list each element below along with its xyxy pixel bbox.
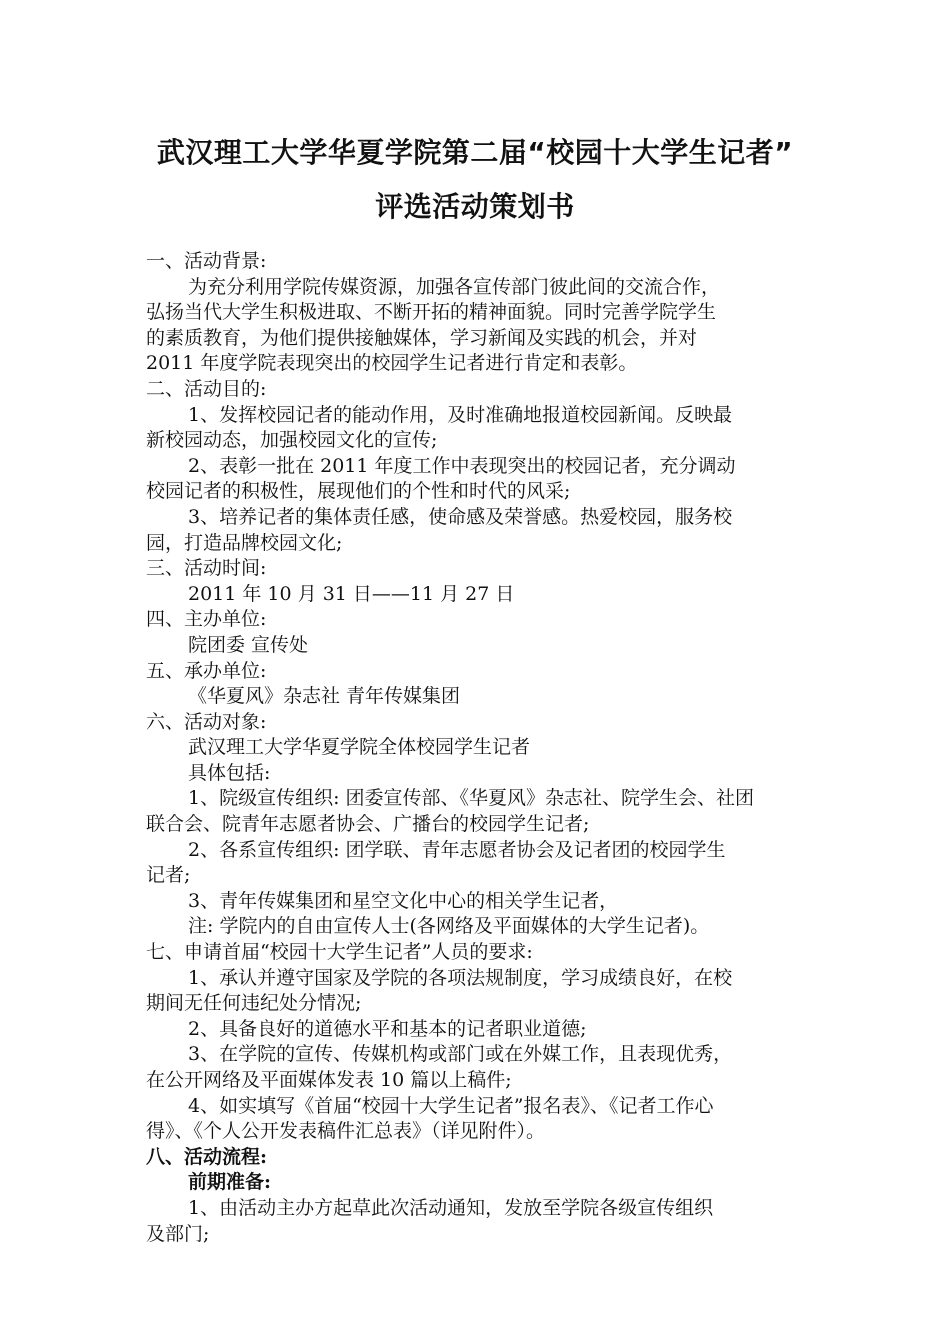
- document-body: [146, 249, 806, 1247]
- body-line: 新校园动态，加强校园文化的宣传;: [146, 429, 438, 452]
- body-line: 联合会、院青年志愿者协会、广播台的校园学生记者;: [146, 813, 590, 836]
- body-line: 六、活动对象:: [146, 710, 267, 733]
- body-line: 为充分利用学院传媒资源，加强各宣传部门彼此间的交流合作，: [188, 275, 721, 298]
- body-line: 五、承办单位:: [146, 659, 267, 682]
- body-line: 院团委 宣传处: [188, 633, 309, 656]
- section-heading: 八、活动流程:: [146, 1145, 268, 1168]
- body-line: 4、如实填写《首届“校园十大学生记者”报名表》、《记者工作心: [188, 1094, 714, 1117]
- body-line: 1、发挥校园记者的能动作用，及时准确地报道校园新闻。反映最: [188, 403, 733, 426]
- body-line: 一、活动背景:: [146, 250, 267, 272]
- body-line: 1、承认并遵守国家及学院的各项法规制度，学习成绩良好，在校: [188, 966, 733, 989]
- body-line: 二、活动目的:: [146, 377, 267, 400]
- body-line: 1、由活动主办方起草此次活动通知，发放至学院各级宣传组织: [188, 1196, 714, 1219]
- body-line: 2、表彰一批在 2011 年度工作中表现突出的校园记者，充分调动: [188, 454, 736, 477]
- body-line: 3、在学院的宣传、传媒机构或部门或在外媒工作，且表现优秀，: [188, 1043, 733, 1066]
- body-line: 及部门;: [146, 1222, 210, 1245]
- body-line: 1、院级宣传组织: 团委宣传部、《华夏风》杂志社、院学生会、社团: [188, 787, 755, 810]
- body-line: 得》、《个人公开发表稿件汇总表》（详见附件）。: [146, 1120, 546, 1143]
- body-line: 弘扬当代大学生积极进取、不断开拓的精神面貌。同时完善学院学生: [146, 301, 717, 324]
- document-title-line-2: 评选活动策划书: [375, 190, 575, 223]
- body-line: 2011 年度学院表现突出的校园学生记者进行肯定和表彰。: [146, 352, 638, 375]
- body-line: 的素质教育，为他们提供接触媒体，学习新闻及实践的机会，并对: [146, 326, 698, 349]
- body-line: 《华夏风》杂志社 青年传媒集团: [188, 685, 461, 708]
- body-line: 在公开网络及平面媒体发表 10 篇以上稿件;: [146, 1069, 512, 1091]
- body-line: 3、培养记者的集体责任感，使命感及荣誉感。热爱校园，服务校: [188, 505, 733, 528]
- body-line: 2、具备良好的道德水平和基本的记者职业道德;: [188, 1017, 587, 1040]
- body-line: 期间无任何违纪处分情况;: [146, 992, 362, 1015]
- body-line: 2、各系宣传组织: 团学联、青年志愿者协会及记者团的校园学生: [188, 838, 726, 861]
- body-line: 园，打造品牌校园文化;: [146, 531, 343, 554]
- body-line: 三、活动时间:: [146, 557, 267, 580]
- body-line: 四、主办单位:: [146, 608, 267, 631]
- body-line: 2011 年 10 月 31 日——11 月 27 日: [188, 582, 515, 605]
- body-line: 七、申请首届“校园十大学生记者”人员的要求:: [146, 941, 533, 964]
- body-line: 记者;: [146, 864, 191, 887]
- body-line: 注: 学院内的自由宣传人士(各网络及平面媒体的大学生记者)。: [188, 915, 710, 938]
- subsection-heading: 前期准备:: [188, 1171, 272, 1194]
- body-line: 具体包括:: [188, 761, 271, 784]
- body-line: 校园记者的积极性，展现他们的个性和时代的风采;: [146, 480, 571, 503]
- document-title-line-1: 武汉理工大学华夏学院第二届“校园十大学生记者”: [156, 136, 794, 169]
- body-line: 3、青年传媒集团和星空文化中心的相关学生记者，: [188, 889, 619, 912]
- body-line: 武汉理工大学华夏学院全体校园学生记者: [188, 736, 531, 759]
